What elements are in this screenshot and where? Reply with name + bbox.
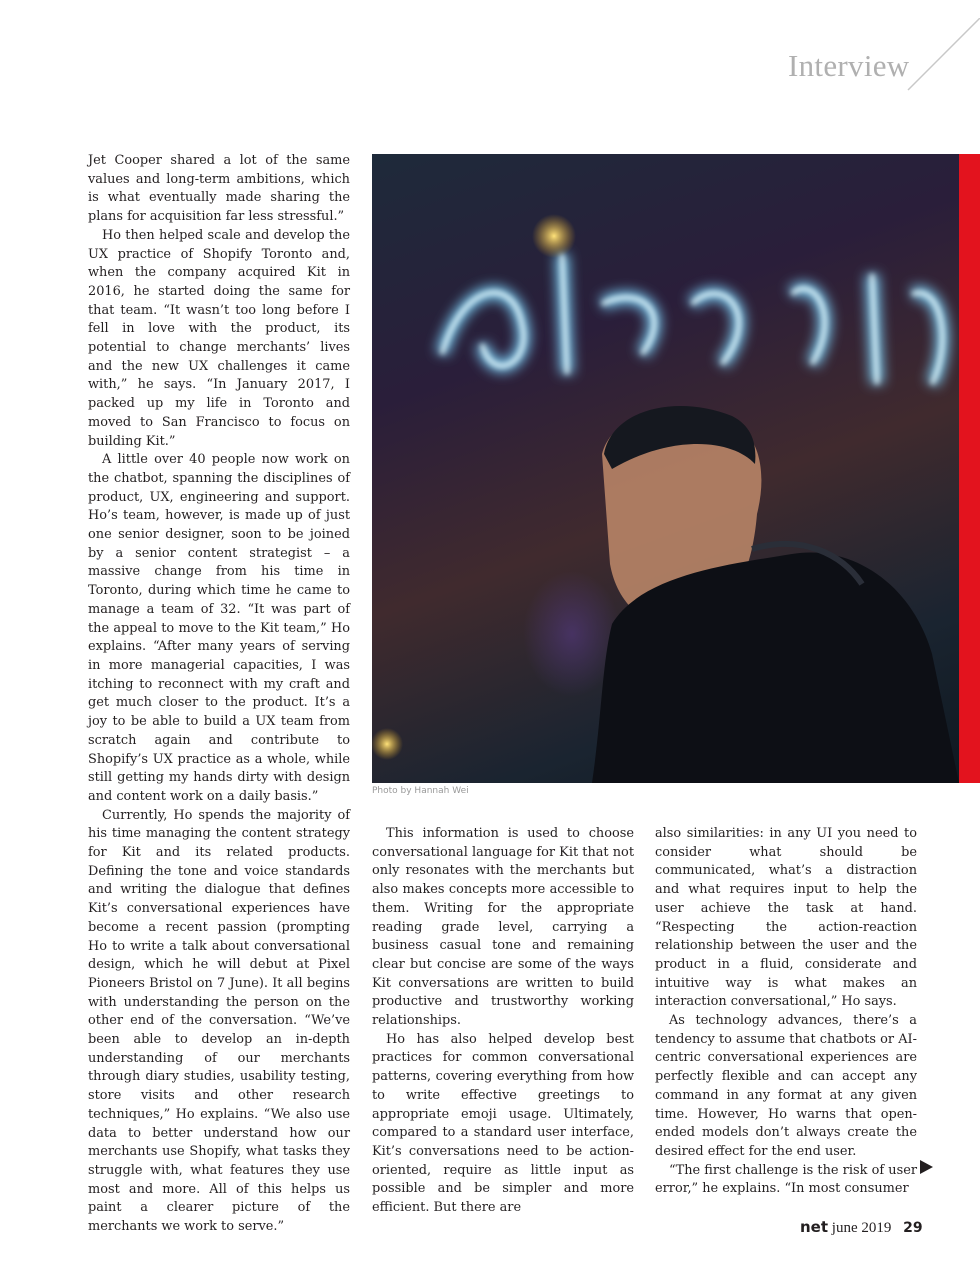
paragraph: “The first challenge is the risk of user error,” he explains. “In most consumer (655, 1162, 917, 1197)
photo-caption: Photo by Hannah Wei (372, 786, 469, 796)
accent-bar (959, 154, 980, 783)
page-footer (800, 1218, 923, 1237)
paragraph: also similarities: in any UI you need to consider what should be communicated, what’s a distraction and what requires input to help the user achieve the task at hand. “Respecting the action-reaction relationship between the user and the product in a fluid, considerate and intuitive way is what makes an interaction conversational,” Ho says. (655, 826, 917, 1010)
article-column-3 (655, 825, 917, 1199)
paragraph: Ho has also helped develop best practices for common conversational patterns, covering everything from how to write effective greetings to appropriate emoji usage. Ultimately, compared to a standard user interface, Kit’s conversations need to be action-oriented, require as little input as possible and be simpler and more efficient. But there are (372, 1031, 634, 1216)
article-column-2 (372, 825, 634, 1218)
header-diagonal-line (900, 18, 980, 94)
paragraph: Currently, Ho spends the majority of his time managing the content strategy for Kit and its related products. Defining the tone and voice standards and writing the dialogue that defines Kit’s conversational experiences have become a recent passion (prompting Ho to write a talk about conversational design, which he will debut at Pixel Pioneers Bristol on 7 June). It all begins with understanding the person on the other end of the conversation. “We’ve been able to develop an in-depth understanding of our merchants through diary studies, usability testing, store visits and other research techniques,” Ho explains. “We also use data to better understand how our merchants use Shopify, what tasks they struggle with, what features they use most and more. All of this helps us paint a clearer picture of the merchants we work to serve.” (88, 807, 350, 1235)
paragraph: This information is used to choose conversational language for Kit that not only resonates with the merchants but also makes concepts more accessible to them. Writing for the appropriate reading grade level, carrying a business casual tone and remaining clear but concise are some of the ways Kit conversations are written to build productive and trustworthy working relationships. (372, 826, 634, 1029)
paragraph: Jet Cooper shared a lot of the same values and long-term ambitions, which is what eventually made sharing the plans for acquisition far less stressful.” (88, 153, 350, 225)
page-number: 29 (903, 1220, 923, 1236)
magazine-logo: net (800, 1218, 829, 1236)
article-column-1 (88, 152, 350, 1237)
continue-arrow-icon (920, 1160, 933, 1174)
paragraph: Ho then helped scale and develop the UX practice of Shopify Toronto and, when the company acquired Kit in 2016, he started doing the same for that team. “It wasn’t too long before I fell in love with the product, its potential to change merchants’ lives and the new UX challenges it came with,” he says. “In January 2017, I packed up my life in Toronto and moved to San Francisco to focus on building Kit.” (88, 227, 350, 449)
issue-date: june 2019 (831, 1220, 892, 1236)
section-label: Interview (788, 48, 910, 83)
paragraph: As technology advances, there’s a tendency to assume that chatbots or AI-centric conversational experiences are perfectly flexible and can accept any command in any format at any given time. However, Ho warns that open-ended models don’t always create the desired effect for the end user. (655, 1013, 917, 1159)
portrait-photo (372, 154, 959, 783)
paragraph: A little over 40 people now work on the chatbot, spanning the disciplines of product, UX, engineering and support. Ho’s team, however, is made up of just one senior designer, soon to be joined by a senior content strategist – a massive change from his time in Toronto, during which time he came to manage a team of 32. “It was part of the appeal to move to the Kit team,” Ho explains. “After many years of serving in more managerial capacities, I was itching to reconnect with my craft and get much closer to the product. It’s a joy to be able to build a UX team from scratch again and contribute to Shopify’s UX practice as a whole, while still getting my hands dirty with design and content work on a daily basis.” (88, 452, 350, 804)
